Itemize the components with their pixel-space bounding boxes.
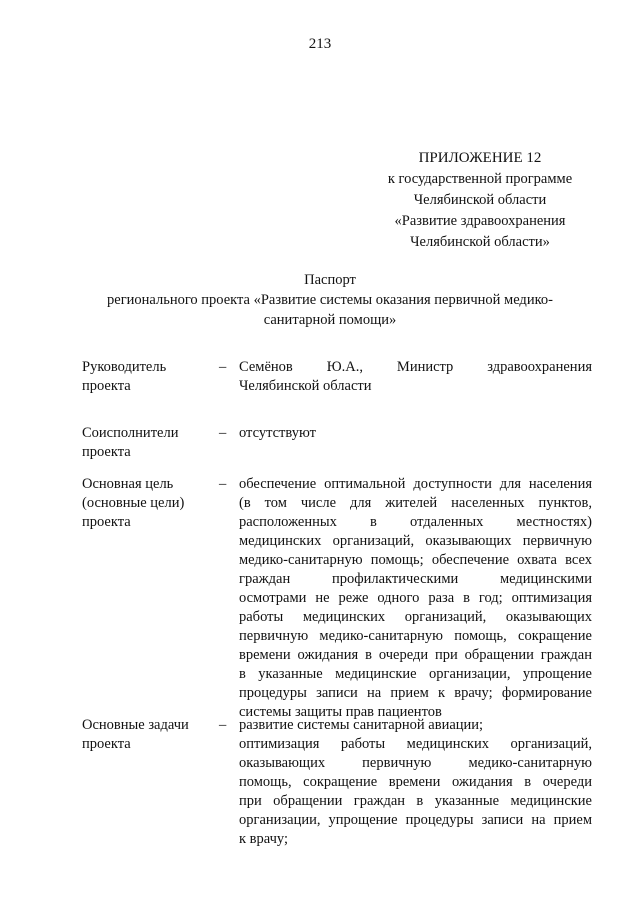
field-value-line: помощь, сокращение времени ожидания в очереди — [239, 774, 592, 790]
field-value-line: расположенных в отдаленных местностях) — [239, 514, 592, 530]
appendix-title: ПРИЛОЖЕНИЕ 12 — [418, 150, 542, 166]
field-value-line: оказывающих первичную медико-санитарную — [239, 755, 592, 771]
field-value-line: в указанные медицинские организации, упрощение — [239, 666, 592, 682]
field-value-line: (в том числе для жителей населенных пунктов, — [239, 495, 592, 511]
field-dash: – — [219, 359, 227, 375]
page-number: 213 — [308, 36, 332, 52]
field-label — [82, 424, 212, 462]
field-label-line: проекта — [82, 378, 131, 394]
field-value-line: организации, упрощение процедуры записи на прием — [239, 812, 592, 828]
field-value-line: обеспечение оптимальной доступности для населения — [239, 476, 592, 492]
field-label-line: Соисполнители — [82, 425, 179, 441]
field-value-line: к врачу; — [239, 831, 289, 847]
appendix-line: к государственной программе — [387, 171, 573, 187]
field-value-line: граждан профилактическими медицинскими — [239, 571, 592, 587]
appendix-header — [330, 148, 630, 253]
field-value-line: осмотрами не реже одного раза в год; оптимизация — [239, 590, 592, 606]
field-value-line: развитие системы санитарной авиации; — [239, 717, 484, 733]
field-label-line: Основная цель — [82, 476, 174, 492]
appendix-line: Челябинской области — [413, 192, 547, 208]
field-label-line: проекта — [82, 514, 131, 530]
passport-title: Паспорт — [304, 272, 356, 288]
field-value — [239, 358, 592, 396]
field-dash: – — [219, 476, 227, 492]
field-label-line: Основные задачи — [82, 717, 189, 733]
field-value-line: процедуры записи на прием к врачу; формирование — [239, 685, 592, 701]
field-value-line: при обращении граждан в указанные медицинские — [239, 793, 592, 809]
field-value-line: отсутствуют — [239, 425, 316, 441]
passport-subtitle-line: регионального проекта «Развитие системы оказания первичной медико- — [107, 292, 553, 308]
field-value-line: оптимизация работы медицинских организаций, — [239, 736, 592, 752]
field-label — [82, 475, 212, 532]
field-label-line: проекта — [82, 736, 131, 752]
field-value-line: первичную медико-санитарную помощь, сокращение — [239, 628, 592, 644]
appendix-line: Челябинской области» — [410, 234, 550, 250]
field-dash: – — [219, 425, 227, 441]
field-value-line: работы медицинских организаций, оказывающих — [239, 609, 592, 625]
field-value-line: Челябинской области — [239, 378, 372, 394]
field-label-line: Руководитель — [82, 359, 167, 375]
field-value — [239, 716, 592, 849]
appendix-line: «Развитие здравоохранения — [394, 213, 566, 229]
field-value-line: времени ожидания в очереди при обращении граждан — [239, 647, 592, 663]
field-label-line: проекта — [82, 444, 131, 460]
field-value-line: медико-санитарную помощь; обеспечение охвата всех — [239, 552, 592, 568]
field-value-line: медицинских организаций, оказывающих первичную — [239, 533, 592, 549]
field-value — [239, 424, 592, 443]
passport-heading — [60, 270, 600, 330]
field-label — [82, 358, 212, 396]
passport-subtitle-line: санитарной помощи» — [263, 312, 397, 328]
field-value-line: системы защиты прав пациентов — [239, 704, 442, 720]
field-value — [239, 475, 592, 722]
field-dash: – — [219, 717, 227, 733]
field-value-line: Семёнов Ю.А., Министр здравоохранения — [239, 359, 592, 375]
field-label-line: (основные цели) — [82, 495, 185, 511]
field-label — [82, 716, 212, 754]
